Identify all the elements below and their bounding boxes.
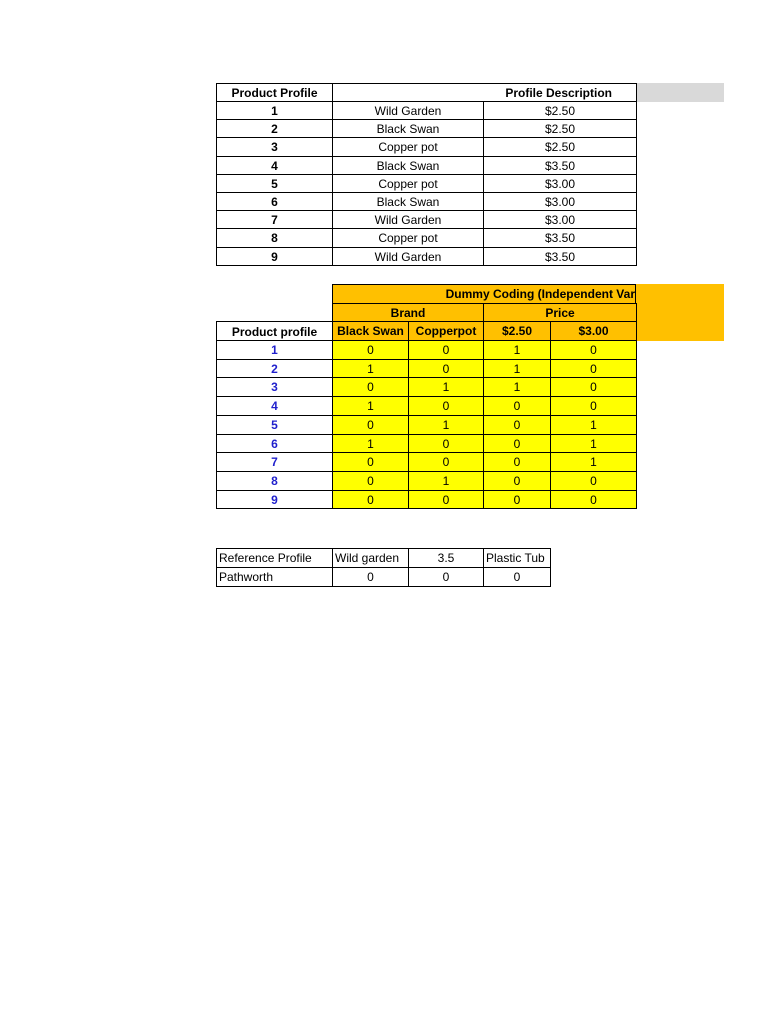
group-header-price[interactable]: Price bbox=[483, 303, 637, 322]
coding-value-cell[interactable]: 0 bbox=[332, 340, 409, 360]
header-profile-description[interactable]: Profile Description bbox=[332, 83, 637, 102]
coding-value-cell[interactable]: 1 bbox=[332, 434, 409, 453]
col-header-price-3-00[interactable]: $3.00 bbox=[550, 321, 637, 341]
coding-value-cell[interactable]: 0 bbox=[408, 396, 484, 416]
pathworth-value-1[interactable]: 0 bbox=[332, 567, 409, 587]
coding-profile-id-cell[interactable]: 6 bbox=[216, 434, 333, 453]
profile-brand-cell[interactable]: Wild Garden bbox=[332, 247, 484, 266]
profile-price-cell[interactable]: $3.50 bbox=[483, 228, 637, 248]
coding-profile-id-cell[interactable]: 8 bbox=[216, 471, 333, 491]
coding-value-cell[interactable]: 0 bbox=[332, 377, 409, 397]
coding-value-cell[interactable]: 0 bbox=[550, 471, 637, 491]
reference-profile-label[interactable]: Reference Profile bbox=[216, 548, 333, 568]
profile-brand-cell[interactable]: Black Swan bbox=[332, 119, 484, 138]
coding-profile-id-cell[interactable]: 9 bbox=[216, 490, 333, 509]
coding-value-cell[interactable]: 0 bbox=[332, 490, 409, 509]
coding-profile-id-cell[interactable]: 2 bbox=[216, 359, 333, 378]
coding-profile-id-cell[interactable]: 1 bbox=[216, 340, 333, 360]
coding-value-cell[interactable]: 1 bbox=[483, 377, 551, 397]
profile-brand-cell[interactable]: Black Swan bbox=[332, 192, 484, 211]
coding-value-cell[interactable]: 1 bbox=[550, 415, 637, 435]
profile-brand-cell[interactable]: Copper pot bbox=[332, 174, 484, 193]
profile-id-cell[interactable]: 2 bbox=[216, 119, 333, 138]
coding-value-cell[interactable]: 1 bbox=[550, 434, 637, 453]
profile-brand-cell[interactable]: Wild Garden bbox=[332, 101, 484, 120]
profile-brand-cell[interactable]: Copper pot bbox=[332, 228, 484, 248]
profile-price-cell[interactable]: $3.00 bbox=[483, 174, 637, 193]
profile-brand-cell[interactable]: Black Swan bbox=[332, 156, 484, 175]
profile-id-cell[interactable]: 4 bbox=[216, 156, 333, 175]
profile-price-cell[interactable]: $3.50 bbox=[483, 156, 637, 175]
col-header-price-2-50[interactable]: $2.50 bbox=[483, 321, 551, 341]
coding-value-cell[interactable]: 1 bbox=[332, 359, 409, 378]
coding-value-cell[interactable]: 0 bbox=[550, 377, 637, 397]
reference-package-value[interactable]: Plastic Tub bbox=[483, 548, 551, 568]
coding-value-cell[interactable]: 0 bbox=[408, 359, 484, 378]
pathworth-label[interactable]: Pathworth bbox=[216, 567, 333, 587]
profile-id-cell[interactable]: 8 bbox=[216, 228, 333, 248]
coding-value-cell[interactable]: 1 bbox=[550, 452, 637, 472]
coding-value-cell[interactable]: 0 bbox=[483, 490, 551, 509]
col-header-black-swan[interactable]: Black Swan bbox=[332, 321, 409, 341]
header-product-profile[interactable]: Product Profile bbox=[216, 83, 333, 102]
profile-brand-cell[interactable]: Wild Garden bbox=[332, 210, 484, 229]
coding-profile-id-cell[interactable]: 7 bbox=[216, 452, 333, 472]
coding-value-cell[interactable]: 1 bbox=[408, 415, 484, 435]
pathworth-value-3[interactable]: 0 bbox=[483, 567, 551, 587]
group-header-brand[interactable]: Brand bbox=[332, 303, 484, 322]
coding-value-cell[interactable]: 0 bbox=[550, 359, 637, 378]
coding-value-cell[interactable]: 0 bbox=[483, 415, 551, 435]
profile-price-cell[interactable]: $2.50 bbox=[483, 119, 637, 138]
profile-price-cell[interactable]: $2.50 bbox=[483, 137, 637, 157]
profile-id-cell[interactable]: 5 bbox=[216, 174, 333, 193]
profile-id-cell[interactable]: 7 bbox=[216, 210, 333, 229]
coding-value-cell[interactable]: 1 bbox=[408, 471, 484, 491]
coding-value-cell[interactable]: 0 bbox=[550, 490, 637, 509]
reference-brand-value[interactable]: Wild garden bbox=[332, 548, 409, 568]
col-header-copperpot[interactable]: Copperpot bbox=[408, 321, 484, 341]
coding-value-cell[interactable]: 0 bbox=[408, 490, 484, 509]
coding-value-cell[interactable]: 0 bbox=[483, 452, 551, 472]
coding-value-cell[interactable]: 1 bbox=[483, 359, 551, 378]
profile-id-cell[interactable]: 3 bbox=[216, 137, 333, 157]
coding-value-cell[interactable]: 1 bbox=[408, 377, 484, 397]
profile-id-cell[interactable]: 6 bbox=[216, 192, 333, 211]
coding-value-cell[interactable]: 0 bbox=[408, 434, 484, 453]
coding-profile-id-cell[interactable]: 3 bbox=[216, 377, 333, 397]
profile-price-cell[interactable]: $2.50 bbox=[483, 101, 637, 120]
coding-value-cell[interactable]: 0 bbox=[483, 396, 551, 416]
coding-value-cell[interactable]: 1 bbox=[483, 340, 551, 360]
coding-value-cell[interactable]: 0 bbox=[550, 396, 637, 416]
dummy-coding-banner[interactable]: Dummy Coding (Independent Var bbox=[332, 284, 636, 303]
coding-value-cell[interactable]: 0 bbox=[332, 452, 409, 472]
coding-value-cell[interactable]: 0 bbox=[550, 340, 637, 360]
pathworth-value-2[interactable]: 0 bbox=[408, 567, 484, 587]
coding-value-cell[interactable]: 0 bbox=[332, 415, 409, 435]
row-header-product-profile[interactable]: Product profile bbox=[216, 321, 333, 341]
profile-brand-cell[interactable]: Copper pot bbox=[332, 137, 484, 157]
coding-value-cell[interactable]: 0 bbox=[332, 471, 409, 491]
profile-price-cell[interactable]: $3.00 bbox=[483, 192, 637, 211]
coding-profile-id-cell[interactable]: 5 bbox=[216, 415, 333, 435]
profile-id-cell[interactable]: 9 bbox=[216, 247, 333, 266]
coding-profile-id-cell[interactable]: 4 bbox=[216, 396, 333, 416]
header-highlight-band bbox=[636, 83, 724, 102]
coding-value-cell[interactable]: 1 bbox=[332, 396, 409, 416]
coding-value-cell[interactable]: 0 bbox=[408, 340, 484, 360]
reference-price-value[interactable]: 3.5 bbox=[408, 548, 484, 568]
profile-id-cell[interactable]: 1 bbox=[216, 101, 333, 120]
profile-price-cell[interactable]: $3.00 bbox=[483, 210, 637, 229]
coding-value-cell[interactable]: 0 bbox=[408, 452, 484, 472]
coding-value-cell[interactable]: 0 bbox=[483, 471, 551, 491]
profile-price-cell[interactable]: $3.50 bbox=[483, 247, 637, 266]
coding-value-cell[interactable]: 0 bbox=[483, 434, 551, 453]
